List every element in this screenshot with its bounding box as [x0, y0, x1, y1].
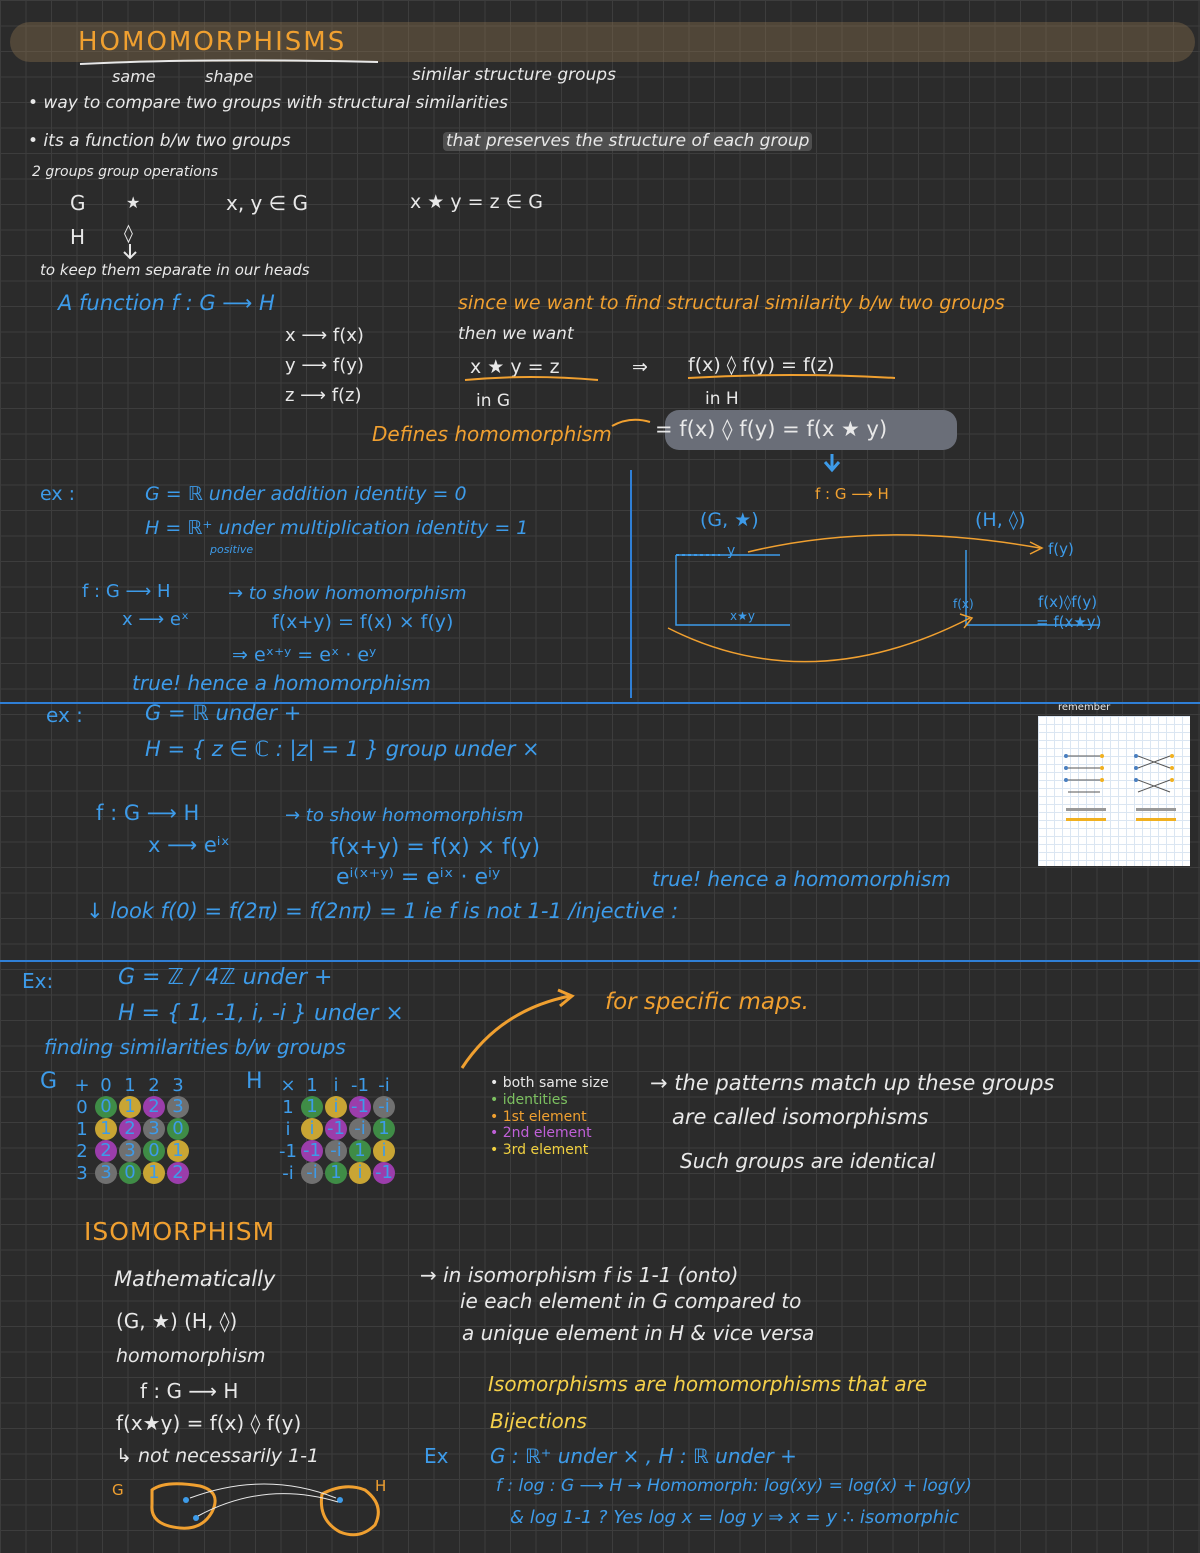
blob-G-label: G: [112, 1481, 124, 1499]
then-we-want: then we want: [458, 324, 574, 344]
ex3-label: Ex:: [22, 969, 54, 993]
diagram-G: (G, ★): [700, 509, 759, 531]
cayley-cell: 3: [167, 1096, 189, 1118]
mapping-line: [198, 1494, 338, 1516]
cayley-cell: i: [301, 1118, 323, 1140]
cayley-cell: 1: [301, 1096, 323, 1118]
title-underline: [80, 60, 378, 64]
in-G-label: in G: [476, 391, 511, 411]
cayley-cell: 1: [143, 1162, 165, 1184]
ex1-group-H: H = ℝ⁺ under multiplication identity = 1: [145, 517, 529, 539]
since-statement: since we want to find structural similarity b/w two groups: [458, 292, 1005, 314]
ex2-conclusion: true! hence a homomorphism: [652, 867, 951, 891]
table-G-letter: G: [40, 1069, 58, 1094]
diagram-map-label: f : G ⟶ H: [815, 485, 889, 503]
iso-pair: (G, ★) (H, ◊): [116, 1309, 238, 1333]
pattern-line-3: Such groups are identical: [680, 1149, 936, 1173]
set-G-blob: [152, 1484, 215, 1528]
blob-H-label: H: [375, 1477, 387, 1495]
pattern-line-1: → the patterns match up these groups: [650, 1071, 1055, 1095]
ex1-f: f : G ⟶ H: [82, 581, 171, 602]
cayley-cell: i: [349, 1162, 371, 1184]
cayley-cell: 1: [373, 1118, 395, 1140]
cayley-cell: +: [74, 1074, 90, 1096]
iso-are-homomorphisms: Isomorphisms are homomorphisms that are: [488, 1372, 928, 1396]
cayley-cell: -i: [349, 1118, 371, 1140]
legend-item: • 2nd element: [490, 1125, 592, 1142]
cayley-cell: 1: [282, 1096, 294, 1118]
legend-item: • identities: [490, 1091, 568, 1108]
ex2-f: f : G ⟶ H: [96, 801, 200, 825]
diamond-operation: ◊: [124, 223, 133, 244]
cayley-cell: i: [325, 1096, 347, 1118]
legend-item: • both same size: [490, 1075, 609, 1091]
iso-bijections: Bijections: [490, 1409, 587, 1433]
cayley-cell: 3: [119, 1140, 141, 1162]
pointer-arrow-icon: [612, 420, 650, 426]
down-arrow-icon: [124, 244, 136, 258]
intro-bullet-2b: that preserves the structure of each group: [443, 132, 812, 151]
cayley-cell: 0: [100, 1074, 112, 1096]
cayley-cell: i: [333, 1074, 339, 1096]
xy-in-G: x, y ∈ G: [226, 191, 309, 215]
cayley-cell: 1: [95, 1118, 117, 1140]
cayley-cell: -1: [301, 1140, 323, 1162]
remember-label: remember: [1058, 702, 1111, 713]
cayley-cell: 1: [119, 1096, 141, 1118]
header-word-same: same: [112, 67, 156, 86]
brace-underline: [465, 377, 598, 380]
cayley-cell: -i: [373, 1096, 395, 1118]
ex1-equation-1: f(x+y) = f(x) × f(y): [272, 611, 454, 633]
iso-ex-groups: G : ℝ⁺ under × , H : ℝ under +: [490, 1444, 797, 1468]
equation-in-G: x ★ y = z: [470, 356, 560, 378]
curved-arrow-icon: [462, 996, 570, 1068]
ex1-x-map: x ⟶ eˣ: [122, 609, 189, 630]
positive-note: positive: [210, 543, 254, 556]
cayley-cell: 2: [119, 1118, 141, 1140]
cayley-cell: 1: [325, 1162, 347, 1184]
ops-label: 2 groups group operations: [32, 164, 218, 180]
pattern-line-2: are called isomorphisms: [672, 1105, 929, 1129]
cayley-cell: 2: [148, 1074, 160, 1096]
xyz-in-G: x ★ y = z ∈ G: [410, 191, 543, 213]
ex1-equation-2: ⇒ eˣ⁺ʸ = eˣ · eʸ: [232, 644, 377, 666]
cayley-cell: 2: [76, 1140, 88, 1162]
header-word-shape: shape: [205, 67, 254, 86]
legend-item: • 1st element: [490, 1108, 587, 1125]
iso-not-1-1: ↳ not necessarily 1-1: [116, 1445, 320, 1467]
diagram-xy: x★y: [730, 609, 755, 623]
ex3-finding: finding similarities b/w groups: [44, 1035, 346, 1059]
mapping-arrow: [748, 535, 1040, 552]
cayley-cell: -i: [325, 1140, 347, 1162]
iso-ex-conclusion: & log 1-1 ? Yes log x = log y ⇒ x = y ∴ isomorphic: [510, 1507, 959, 1528]
down-arrow-icon: [825, 454, 839, 470]
ex2-to-show: → to show homomorphism: [285, 805, 524, 826]
diagram-axes: [676, 555, 790, 625]
ex2-x-map: x ⟶ eⁱˣ: [148, 833, 230, 857]
specific-maps-note: for specific maps.: [605, 989, 809, 1015]
set-H-blob: [321, 1487, 378, 1535]
diagram-result-2: = f(x★y): [1036, 613, 1102, 631]
ex1-to-show: → to show homomorphism: [228, 583, 467, 604]
cayley-cell: -i: [378, 1074, 390, 1096]
ex2-not-injective: ↓ look f(0) = f(2π) = f(2nπ) = 1 ie f is not 1-1 /injective :: [86, 899, 679, 923]
cayley-cell: 0: [119, 1162, 141, 1184]
ex3-group-H: H = { 1, -1, i, -i } under ×: [118, 1001, 404, 1026]
cayley-cell: 1: [349, 1140, 371, 1162]
map-z: z ⟶ f(z): [285, 385, 362, 406]
diagram-y: y: [727, 543, 736, 559]
group-H: H: [70, 225, 86, 249]
cayley-cell: -1: [279, 1140, 297, 1162]
ex3-group-G: G = ℤ / 4ℤ under +: [118, 965, 333, 990]
diagram-fx: f(x): [953, 597, 974, 611]
iso-f: f : G ⟶ H: [140, 1379, 239, 1403]
cayley-cell: 3: [95, 1162, 117, 1184]
intro-bullet-1: • way to compare two groups with structural similarities: [28, 93, 508, 113]
iso-equation: f(x★y) = f(x) ◊ f(y): [116, 1411, 302, 1435]
cayley-cell: 3: [172, 1074, 184, 1096]
iso-homomorphism: homomorphism: [116, 1345, 266, 1367]
diagram-axes: [966, 550, 1100, 625]
function-label: A function f : G ⟶ H: [58, 291, 275, 315]
ex2-label: ex :: [46, 703, 83, 727]
ex2-equation-1: f(x+y) = f(x) × f(y): [330, 835, 541, 860]
ex1-label: ex :: [40, 483, 76, 505]
cayley-cell: -1: [325, 1118, 347, 1140]
cayley-cell: 0: [167, 1118, 189, 1140]
star-operation: ★: [126, 193, 141, 212]
iso-point-2: ie each element in G compared to: [460, 1289, 802, 1313]
page-title: HOMOMORPHISMS: [78, 27, 347, 57]
cayley-cell: -1: [373, 1162, 395, 1184]
cayley-cell: 2: [143, 1096, 165, 1118]
cayley-cell: 2: [95, 1140, 117, 1162]
diagram-fy: f(y): [1048, 540, 1074, 558]
ex2-group-H: H = { z ∈ ℂ : |z| = 1 } group under ×: [145, 737, 540, 761]
map-x: x ⟶ f(x): [285, 325, 364, 346]
intro-bullet-2a: • its a function b/w two groups: [28, 131, 291, 151]
implies-arrow: ⇒: [632, 356, 648, 378]
cayley-cell: 3: [143, 1118, 165, 1140]
cayley-cell: 3: [76, 1162, 88, 1184]
cayley-cell: 0: [76, 1096, 88, 1118]
keep-separate-note: to keep them separate in our heads: [40, 261, 310, 279]
iso-ex-label: Ex: [424, 1444, 449, 1468]
ex2-group-G: G = ℝ under +: [145, 701, 302, 725]
diagram-result-1: f(x)◊f(y): [1038, 593, 1098, 611]
equation-in-H: f(x) ◊ f(y) = f(z): [688, 354, 835, 376]
iso-point-1: → in isomorphism f is 1-1 (onto): [420, 1263, 739, 1287]
cayley-cell: -1: [351, 1074, 369, 1096]
homomorphism-definition: = f(x) ◊ f(y) = f(x ★ y): [655, 417, 888, 441]
table-H-letter: H: [246, 1069, 263, 1094]
cayley-cell: i: [373, 1140, 395, 1162]
cayley-cell: 0: [143, 1140, 165, 1162]
ex2-equation-2: eⁱ⁽ˣ⁺ʸ⁾ = eⁱˣ · eⁱʸ: [336, 865, 501, 890]
cayley-cell: -i: [301, 1162, 323, 1184]
cayley-cell: i: [285, 1118, 291, 1140]
cayley-cell: 1: [124, 1074, 136, 1096]
cayley-cell: -i: [282, 1162, 294, 1184]
group-G: G: [70, 191, 86, 215]
header-subtitle: similar structure groups: [412, 65, 616, 85]
in-H-label: in H: [705, 389, 739, 409]
cayley-cell: 2: [167, 1162, 189, 1184]
cayley-cell: ×: [280, 1074, 296, 1096]
element-dot: [183, 1497, 189, 1503]
defines-homomorphism: Defines homomorphism: [372, 422, 612, 446]
diagram-H: (H, ◊): [975, 509, 1026, 531]
iso-point-3: a unique element in H & vice versa: [462, 1321, 815, 1345]
cayley-cell: 0: [95, 1096, 117, 1118]
brace-underline: [688, 375, 895, 378]
cayley-cell: -1: [349, 1096, 371, 1118]
legend-item: • 3rd element: [490, 1142, 589, 1159]
ex1-group-G: G = ℝ under addition identity = 0: [145, 483, 467, 505]
iso-mathematically: Mathematically: [114, 1267, 276, 1291]
iso-ex-map: f : log : G ⟶ H → Homomorph: log(xy) = log(x) + log(y): [496, 1476, 972, 1496]
cayley-cell: 1: [167, 1140, 189, 1162]
ex1-conclusion: true! hence a homomorphism: [132, 671, 431, 695]
map-y: y ⟶ f(y): [285, 355, 364, 376]
isomorphism-title: ISOMORPHISM: [84, 1217, 276, 1246]
cayley-cell: 1: [306, 1074, 318, 1096]
cayley-cell: 1: [76, 1118, 88, 1140]
